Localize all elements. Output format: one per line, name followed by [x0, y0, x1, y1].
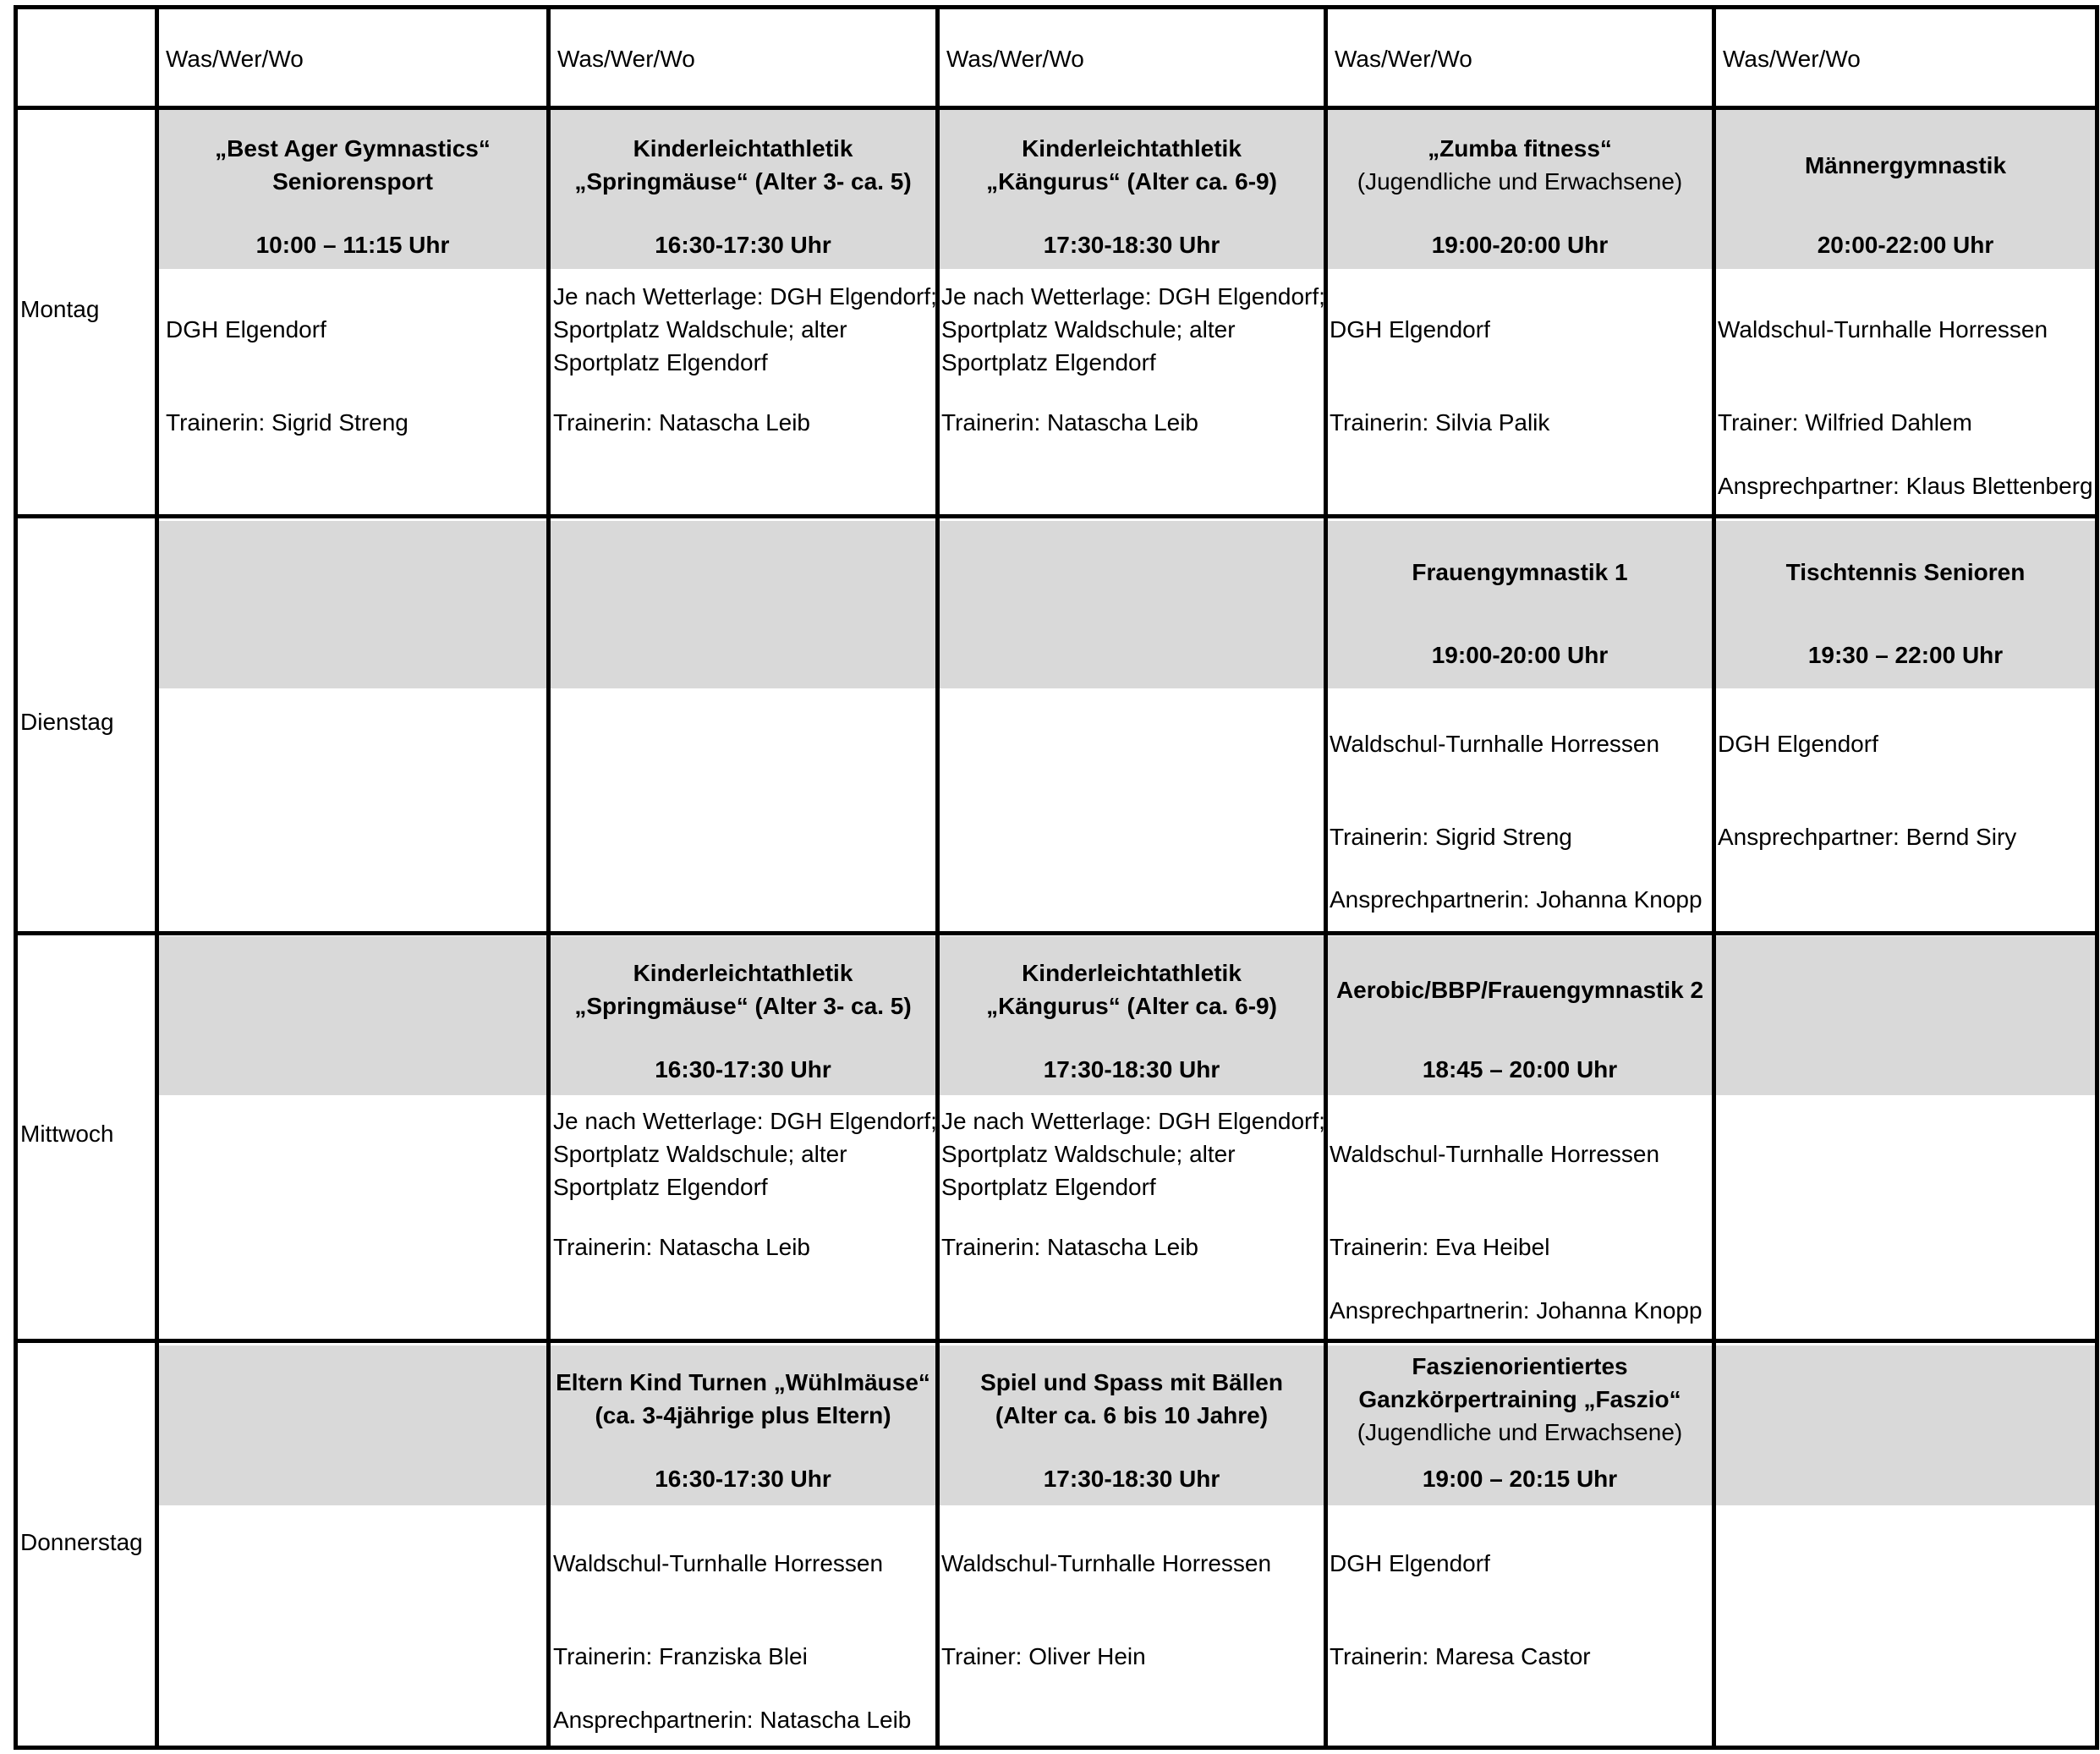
column-header: Was/Wer/Wo: [166, 46, 304, 72]
grid-line: [14, 5, 2099, 9]
course-title: Faszienorientiertes: [1412, 1353, 1628, 1379]
grid-line: [155, 5, 159, 1750]
course-title: „Zumba fitness“: [1428, 135, 1612, 162]
course-subtitle: [1328, 1416, 1712, 1449]
schedule-table: [14, 5, 2099, 1750]
grid-line: [14, 514, 2099, 518]
course-trainer: Trainer: Oliver Hein: [941, 1643, 1146, 1669]
grid-line: [2095, 5, 2099, 1750]
course-title: „Kängurus“ (Alter ca. 6-9): [986, 168, 1277, 195]
grid-line: [1712, 5, 1716, 1750]
course-location: Je nach Wetterlage: DGH Elgendorf;: [941, 1108, 1325, 1134]
course-contact: Ansprechpartner: Bernd Siry: [1718, 824, 2017, 850]
course-location: Waldschul-Turnhalle Horressen: [1330, 731, 1660, 757]
day-label-donnerstag: Donnerstag: [20, 1529, 143, 1555]
course-location: Sportplatz Waldschule; alter: [941, 316, 1236, 343]
course-time: 19:30 – 22:00 Uhr: [1807, 642, 2004, 668]
day-label-montag: Montag: [20, 296, 100, 322]
course-trainer: Trainerin: Natascha Leib: [553, 409, 811, 436]
course-location: Waldschul-Turnhalle Horressen: [1718, 316, 2048, 343]
course-title: „Springmäuse“ (Alter 3- ca. 5): [574, 168, 912, 195]
course-title: Kinderleichtathletik: [1022, 135, 1242, 162]
grid-line: [14, 1339, 2099, 1343]
course-location: Sportplatz Waldschule; alter: [941, 1141, 1236, 1167]
course-title: (ca. 3-4jährige plus Eltern): [595, 1402, 891, 1428]
course-title: „Kängurus“ (Alter ca. 6-9): [986, 993, 1277, 1019]
course-trainer: Trainerin: Maresa Castor: [1330, 1643, 1591, 1669]
course-title: Kinderleichtathletik: [633, 960, 853, 986]
course-location: Sportplatz Elgendorf: [553, 349, 768, 375]
course-location: Je nach Wetterlage: DGH Elgendorf;: [941, 283, 1325, 310]
course-location: Sportplatz Elgendorf: [941, 1174, 1156, 1200]
column-header: Was/Wer/Wo: [557, 46, 695, 72]
course-time: 17:30-18:30 Uhr: [1043, 1056, 1220, 1083]
course-title: Frauengymnastik 1: [1412, 559, 1628, 585]
column-header: Was/Wer/Wo: [1335, 46, 1472, 72]
course-trainer: Trainerin: Franziska Blei: [553, 1643, 808, 1669]
course-title: „Best Ager Gymnastics“: [215, 135, 491, 162]
course-time: 19:00-20:00 Uhr: [1431, 232, 1609, 258]
course-time: 10:00 – 11:15 Uhr: [255, 232, 450, 258]
day-label-dienstag: Dienstag: [20, 709, 114, 735]
course-location: DGH Elgendorf: [166, 316, 326, 343]
grid-line: [14, 931, 2099, 935]
course-title: (Alter ca. 6 bis 10 Jahre): [995, 1402, 1269, 1428]
course-time: 16:30-17:30 Uhr: [655, 232, 831, 258]
course-title: Seniorensport: [272, 168, 433, 195]
course-title: Tischtennis Senioren: [1785, 559, 2026, 585]
course-title: Aerobic/BBP/Frauengymnastik 2: [1335, 977, 1704, 1003]
course-trainer: Trainerin: Natascha Leib: [941, 409, 1199, 436]
course-location: Sportplatz Waldschule; alter: [553, 316, 847, 343]
course-contact: Ansprechpartnerin: Johanna Knopp: [1330, 1297, 1702, 1324]
course-trainer: Trainerin: Natascha Leib: [553, 1234, 811, 1260]
day-label-mittwoch: Mittwoch: [20, 1121, 114, 1147]
course-title: Männergymnastik: [1804, 152, 2007, 178]
course-time: 17:30-18:30 Uhr: [1043, 1466, 1220, 1492]
course-trainer: Trainerin: Sigrid Streng: [166, 409, 408, 436]
course-location: Waldschul-Turnhalle Horressen: [553, 1550, 884, 1576]
course-time: 16:30-17:30 Uhr: [655, 1056, 831, 1083]
column-header: Was/Wer/Wo: [1723, 46, 1861, 72]
course-contact: Ansprechpartnerin: Johanna Knopp: [1330, 886, 1702, 913]
course-location: DGH Elgendorf: [1330, 1550, 1490, 1576]
course-location: Sportplatz Elgendorf: [553, 1174, 768, 1200]
course-trainer: Trainer: Wilfried Dahlem: [1718, 409, 1972, 436]
course-trainer: Trainerin: Sigrid Streng: [1330, 824, 1572, 850]
course-location: Waldschul-Turnhalle Horressen: [941, 1550, 1272, 1576]
grid-line: [14, 5, 18, 1750]
course-time: 16:30-17:30 Uhr: [655, 1466, 831, 1492]
course-location: Waldschul-Turnhalle Horressen: [1330, 1141, 1660, 1167]
course-location: DGH Elgendorf: [1718, 731, 1878, 757]
course-location: Sportplatz Elgendorf: [941, 349, 1156, 375]
course-time: 19:00 – 20:15 Uhr: [1422, 1466, 1618, 1492]
course-trainer: Trainerin: Natascha Leib: [941, 1234, 1199, 1260]
course-title: Eltern Kind Turnen „Wühlmäuse“: [556, 1369, 930, 1395]
course-time: 18:45 – 20:00 Uhr: [1422, 1056, 1618, 1083]
course-location: DGH Elgendorf: [1330, 316, 1490, 343]
course-title: Kinderleichtathletik: [1022, 960, 1242, 986]
course-time: 19:00-20:00 Uhr: [1431, 642, 1609, 668]
course-time: 20:00-22:00 Uhr: [1817, 232, 1994, 258]
course-title: Spiel und Spass mit Bällen: [980, 1369, 1283, 1395]
course-subtitle: [1328, 165, 1712, 198]
course-trainer: Trainerin: Silvia Palik: [1330, 409, 1550, 436]
course-location: Je nach Wetterlage: DGH Elgendorf;: [553, 283, 937, 310]
grid-line: [14, 1746, 2099, 1750]
course-trainer: Trainerin: Eva Heibel: [1330, 1234, 1550, 1260]
course-time: 17:30-18:30 Uhr: [1043, 232, 1220, 258]
course-title: Kinderleichtathletik: [633, 135, 853, 162]
grid-line: [14, 106, 2099, 110]
course-subtitle-text: (Jugendliche und Erwachsene): [1357, 1419, 1683, 1445]
course-title: Ganzkörpertraining „Faszio“: [1358, 1386, 1681, 1412]
course-title: „Springmäuse“ (Alter 3- ca. 5): [574, 993, 912, 1019]
course-contact: Ansprechpartnerin: Natascha Leib: [553, 1707, 912, 1733]
course-contact: Ansprechpartner: Klaus Blettenberg: [1718, 473, 2093, 499]
course-subtitle-text: (Jugendliche und Erwachsene): [1357, 168, 1683, 195]
course-location: Sportplatz Waldschule; alter: [553, 1141, 847, 1167]
course-location: Je nach Wetterlage: DGH Elgendorf;: [553, 1108, 937, 1134]
column-header: Was/Wer/Wo: [946, 46, 1084, 72]
